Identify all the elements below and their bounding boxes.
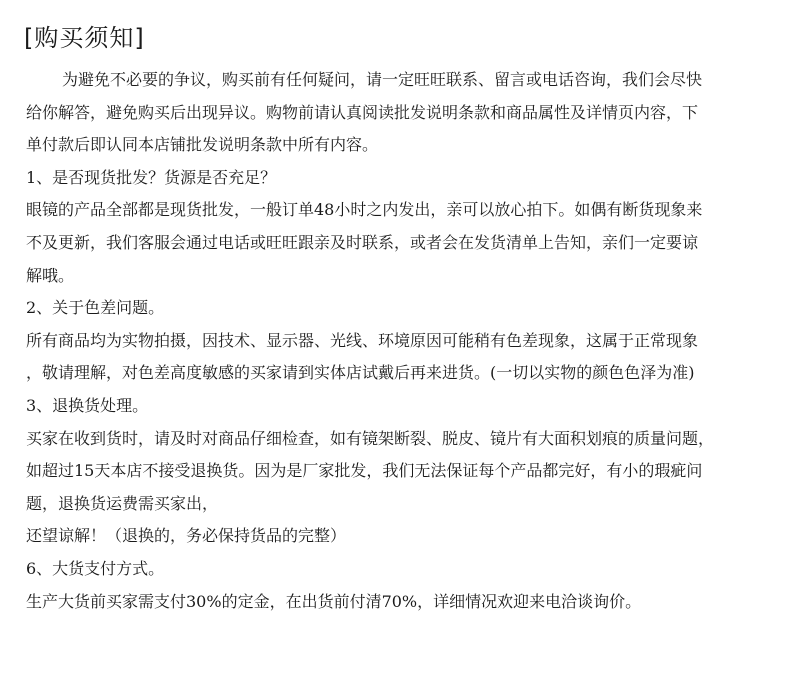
notice-line: 眼镜的产品全部都是现货批发，一般订单48小时之内发出，亲可以放心拍下。如偶有断货现象来 <box>26 200 703 220</box>
notice-line: 不及更新，我们客服会通过电话或旺旺跟亲及时联系，或者会在发货清单上告知，亲们一定要谅 <box>26 232 699 252</box>
notice-line: 给你解答，避免购买后出现异议。购物前请认真阅读批发说明条款和商品属性及详情页内容，下 <box>26 102 699 122</box>
notice-line: 还望谅解！（退换的，务必保持货品的完整） <box>26 526 347 546</box>
notice-line: 所有商品均为实物拍摄，因技术、显示器、光线、环境原因可能稍有色差现象，这属于正常现象 <box>26 330 699 350</box>
notice-line: 买家在收到货时，请及时对商品仔细检查，如有镜架断裂、脱皮、镜片有大面积划痕的质量问题， <box>26 428 715 448</box>
notice-line: 为避免不必要的争议，购买前有任何疑问，请一定旺旺联系、留言或电话咨询，我们会尽快 <box>62 70 703 89</box>
notice-line: 生产大货前买家需支付30%的定金，在出货前付清70%，详细情况欢迎来电洽谈询价。 <box>26 591 642 611</box>
section-heading: 2、关于色差问题。 <box>26 298 165 318</box>
notice-line: 如超过15天本店不接受退换货。因为是厂家批发，我们无法保证每个产品都完好，有小的瑕疵问 <box>26 461 703 481</box>
notice-line: 解哦。 <box>26 265 75 285</box>
section-heading: 3、退换货处理。 <box>26 395 149 415</box>
notice-line: ，敬请理解，对色差高度敏感的买家请到实体店试戴后再来进货。(一切以实物的颜色色泽为准) <box>26 363 695 383</box>
notice-line: 单付款后即认同本店铺批发说明条款中所有内容。 <box>26 135 379 155</box>
section-heading: 6、大货支付方式。 <box>26 558 165 578</box>
purchase-notice <box>26 20 782 618</box>
section-heading: 1、是否现货批发？货源是否充足？ <box>26 167 277 187</box>
notice-title: [购买须知] <box>24 24 145 52</box>
notice-line: 题，退换货运费需买家出， <box>26 493 219 513</box>
